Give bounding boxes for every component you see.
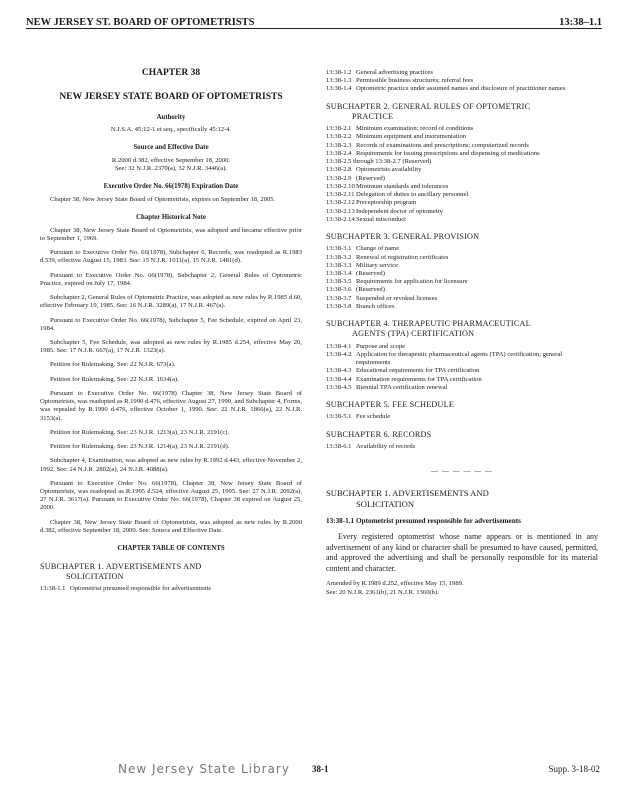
history-para: Pursuant to Executive Order No. 66(1978), Chapter 38, New Jersey State Board of Optometrists, was readopted as R.1995 d.524, effective August 25, 1995. See: 27 N.J.R. 2092(a), 27 N.J.R. 3617(a). Pursuant to Executive Order No. 66(1978), Chapter 38 expired on August 25, 2000.	[40, 479, 302, 512]
toc-entry-title: Renewal of registration certificates	[356, 253, 449, 261]
toc-entry[interactable]	[326, 262, 598, 270]
toc-entry[interactable]	[326, 191, 598, 199]
toc-entry-number: 13:38-5.1	[326, 413, 352, 421]
subchapter-heading	[326, 488, 598, 509]
toc-entry-number: 13:38-3.6	[326, 286, 352, 294]
subchapter-title-line: SUBCHAPTER 4. THERAPEUTIC PHARMACEUTICAL	[326, 319, 531, 329]
toc-entry-number: 13:38-4.5	[326, 383, 352, 391]
toc-entry-number: 13:38-1.4	[326, 85, 352, 93]
toc-entry-number: 13:38-4.1	[326, 342, 352, 350]
toc-entry[interactable]	[326, 303, 598, 311]
authority-text: N.J.S.A. 45:12-1 et seq., specifically 45:12-4.	[110, 126, 232, 134]
toc-entry[interactable]	[326, 125, 598, 133]
exec-order-heading: Executive Order No. 66(1978) Expiration Date	[103, 183, 239, 191]
exec-order-text: Chapter 38, New Jersey State Board of Optometrists, expires on September 18, 2005.	[50, 195, 276, 203]
subchapter-title-line: SUBCHAPTER 1. ADVERTISEMENTS AND	[40, 561, 202, 571]
toc-subchapter-title	[40, 562, 302, 583]
toc-entry-number: 13:38-2.8	[326, 166, 352, 174]
toc-entry-number: 13:38-2.14	[326, 215, 355, 223]
toc-entry-title: (Reserved)	[356, 174, 385, 182]
toc-subchapter-title	[326, 102, 598, 123]
toc-entry-number: 13:38-3.3	[326, 261, 352, 269]
toc-reserved-range: 13:38-2.5 through 13:38-2.7 (Reserved)	[326, 158, 432, 166]
toc-entry-title: Records of examinations and prescriptions; computerized records	[356, 141, 529, 149]
toc-entry-number: 13:38-4.3	[326, 367, 352, 375]
chapter-title: NEW JERSEY STATE BOARD OF OPTOMETRISTS	[59, 91, 283, 102]
running-header	[26, 10, 602, 28]
toc-entry-number: 13:38-3.1	[326, 245, 352, 253]
toc-entry-number: 13:38-1.2	[326, 69, 352, 76]
toc-entry-number: 13:38-2.10	[326, 182, 355, 190]
toc-entry-title: (Reserved)	[356, 286, 385, 294]
section-body: Every registered optometrist whose name appears or is mentioned in any advertisement of any kind or character shall be presumed to have caused, permitted, and approved the advertising and shall be personally responsible for its material content and character.	[326, 532, 598, 573]
history-para: Pursuant to Executive Order No. 66(1978) Chapter 38, New Jersey State Board of Optometrists, was readopted as R.1990 d.476, effective August 27, 1990, and Subchapter 4, Forms, was repealed by R.1990 d.476, effective October 1, 1990. See: 22 N.J.R. 1866(a), 22 N.J.R. 3153(a).	[40, 389, 302, 422]
toc-entry-title: Optometrists availability	[356, 166, 422, 174]
toc-entry-title: Minimum standards and tolerances	[356, 182, 449, 190]
history-para: Petition for Rulemaking. See: 23 N.J.R. 1214(a), 23 N.J.R. 2191(d).	[50, 443, 230, 451]
subchapter-title-line: SOLICITATION	[66, 571, 124, 581]
library-watermark: New Jersey State Library	[118, 762, 290, 776]
toc-entry-number: 13:38-2.11	[326, 191, 355, 199]
toc-entry-title: Minimum examination; record of conditions	[356, 125, 474, 133]
toc-entry-title: Preceptorship program	[356, 199, 417, 207]
toc-entry[interactable]	[326, 183, 598, 191]
toc-entry-number: 13:38-4.4	[326, 375, 352, 383]
toc-entry-title: Branch offices	[356, 302, 395, 310]
history-para: Petition for Rulemaking. See: 22 N.J.R. 1634(a).	[50, 375, 179, 383]
history-para: Pursuant to Executive Order No. 66(1978), Subchapter 5, Fee Schedule, expired on April 23, 1984.	[40, 316, 302, 332]
subchapter-title-line: SUBCHAPTER 2. GENERAL RULES OF OPTOMETRIC	[326, 101, 531, 111]
toc-entry-number: 13:38-2.1	[326, 125, 352, 133]
toc-entry-title: Military service	[356, 261, 398, 269]
history-para: Pursuant to Executive Order No. 66(1978), Subchapter 2, General Rules of Optometric Practice, expired on July 17, 1984.	[40, 271, 302, 287]
toc-entry[interactable]	[326, 142, 598, 150]
section-number: 13:38-1.1	[326, 517, 355, 526]
toc-entry[interactable]	[326, 150, 598, 158]
header-rule	[26, 28, 602, 29]
subchapter-heading-line: SOLICITATION	[356, 498, 415, 509]
toc-list	[326, 413, 598, 421]
toc-entry[interactable]	[326, 295, 598, 303]
section-title: Optometrist presumed responsible for advertisements	[356, 517, 521, 526]
toc-entry-title: Optometric practice under assumed names and disclosure of practitioner names	[356, 85, 566, 93]
toc-entry[interactable]	[326, 133, 598, 141]
toc-entry[interactable]	[326, 376, 598, 384]
right-column	[326, 69, 598, 597]
toc-entry-number: 13:38-2.13	[326, 207, 355, 215]
toc-entry[interactable]	[326, 77, 598, 85]
chapter-number: CHAPTER 38	[141, 68, 201, 78]
subchapter-title-line: PRACTICE	[352, 111, 394, 121]
authority-heading: Authority	[156, 113, 186, 121]
toc-entry-number: 13:38-2.2	[326, 133, 352, 141]
amendment-note: Amended by R.1989 d.252, effective May 15, 1989.	[326, 580, 464, 588]
toc-entry[interactable]	[326, 367, 598, 375]
subchapter-title-line: AGENTS (TPA) CERTIFICATION	[352, 329, 475, 339]
toc-entry-title: Independent doctor of optometry	[356, 207, 443, 215]
toc-entry-number: 13:38-3.8	[326, 302, 352, 310]
toc-entry-title: Biennial TPA certification renewal	[356, 383, 448, 391]
toc-entry[interactable]	[326, 69, 598, 77]
toc-entry-number: 13:38-2.3	[326, 141, 352, 149]
history-para: Subchapter 5, Fee Schedule, was adopted as new rules by R.1985 d.254, effective May 20, 1985. See: 17 N.J.R. 667(a), 17 N.J.R. 1323(a).	[40, 338, 302, 355]
toc-entry-number: 13:38-2.12	[326, 199, 355, 207]
toc-entry[interactable]	[326, 343, 598, 351]
toc-list	[326, 166, 598, 224]
toc-entry-title: Minimum equipment and instrumentation	[356, 133, 467, 141]
toc-entry-title: (Reserved)	[356, 269, 385, 277]
toc-entry[interactable]	[326, 351, 598, 367]
history-para: Chapter 38, New Jersey State Board of Optometrists, was adopted and became effective prior to September 1, 1969.	[40, 226, 302, 242]
toc-entry-title: Permissible business structures; referral fees	[356, 77, 474, 85]
toc-subchapter-title: SUBCHAPTER 6. RECORDS	[326, 429, 432, 439]
toc-subchapter-title: SUBCHAPTER 3. GENERAL PROVISION	[326, 232, 480, 242]
toc-entry[interactable]	[40, 585, 302, 593]
history-para: Petition for Rulemaking. See: 23 N.J.R. 1213(a), 23 N.J.R. 2191(c).	[50, 428, 230, 436]
toc-entry-number: 13:38-2.9	[326, 174, 352, 182]
toc-entry[interactable]	[326, 208, 598, 216]
history-para: Pursuant to Executive Order No. 66(1978), Subchapter 6, Records, was readopted as R.1983 d.539, effective August 15, 1983. See: 15 N.J.R. 1011(a), 15 N.J.R. 1481(d).	[40, 249, 302, 265]
toc-entry[interactable]	[326, 413, 598, 421]
left-column	[40, 62, 302, 593]
toc-entry-title: Requirements for application for licensure	[356, 278, 468, 286]
section-divider: — — — — — —	[431, 467, 493, 476]
source-heading: Source and Effective Date	[133, 144, 209, 152]
toc-entry[interactable]	[326, 254, 598, 262]
toc-entry-number: 13:38-3.7	[326, 294, 352, 302]
toc-list	[326, 245, 598, 311]
toc-entry[interactable]	[326, 166, 598, 174]
history-para: Subchapter 2, General Rules of Optometric Practice, was adopted as new rules by R.1985 d.60, effective February 19, 1985. See: 16 N.J.R. 3289(a), 17 N.J.R. 467(a).	[40, 294, 302, 310]
toc-entry[interactable]	[326, 216, 598, 224]
toc-list	[326, 125, 598, 158]
toc-entry-title: Educational requirements for TPA certification	[356, 367, 480, 375]
source-line: See: 32 N.J.R. 2370(a), 32 N.J.R. 3446(a).	[114, 165, 228, 173]
toc-entry-number: 13:38-6.1	[326, 442, 352, 450]
toc-entry-number: 13:38-3.4	[326, 269, 352, 277]
toc-entry-title: Suspended or revoked licenses	[356, 294, 438, 302]
toc-entry-number: 13:38-3.2	[326, 253, 352, 261]
toc-entry[interactable]	[326, 85, 598, 93]
toc-list	[326, 443, 598, 451]
toc-entry-title: Requirements for issuing prescriptions and dispensing of medications	[356, 149, 540, 157]
toc-entry[interactable]	[326, 245, 598, 253]
toc-entry-title: Application for therapeutic pharmaceutical agents (TPA) certification; general requirements	[356, 350, 563, 367]
toc-entry-number: 13:38-4.2	[326, 350, 352, 358]
toc-list	[326, 343, 598, 392]
toc-entry-title: Fee schedule	[356, 413, 391, 421]
toc-entry-title: Change of name	[356, 245, 400, 253]
history-para: Subchapter 4, Examination, was adopted as new rules by R.1992 d.443, effective November 2, 1992. See: 24 N.J.R. 2802(a), 24 N.J.R. 4088(a).	[40, 457, 302, 473]
toc-entry-number: 13:38-1.1	[40, 585, 66, 593]
toc-heading: CHAPTER TABLE OF CONTENTS	[117, 545, 225, 553]
toc-entry-title: Sexual misconduct	[356, 215, 406, 223]
header-section: 13:38–1.1	[559, 17, 602, 28]
toc-subchapter-title	[326, 319, 598, 340]
history-para: Chapter 38, New Jersey State Board of Optometrists, was adopted as new rules by R.2000 d.382, effective September 18, 2000. See: Source and Effective Date.	[40, 518, 302, 534]
toc-entry-title: Optometrist presumed responsible for advertisements	[70, 585, 211, 593]
toc-entry-number: 13:38-1.3	[326, 77, 352, 85]
section-heading	[326, 517, 598, 526]
subchapter-heading-line: SUBCHAPTER 1. ADVERTISEMENTS AND	[326, 487, 489, 498]
toc-subchapter-title: SUBCHAPTER 5. FEE SCHEDULE	[326, 400, 455, 410]
toc-entry-number: 13:38-2.4	[326, 149, 352, 157]
supplement-date: Supp. 3-18-02	[548, 764, 600, 774]
toc-list	[326, 69, 598, 94]
toc-entry[interactable]	[326, 443, 598, 451]
toc-entry[interactable]	[326, 384, 598, 392]
toc-entry[interactable]	[326, 175, 598, 183]
toc-entry[interactable]	[326, 270, 598, 278]
toc-entry-title: General advertising practices	[356, 69, 433, 76]
amendment-note: See: 20 N.J.R. 2361(b), 21 N.J.R. 1360(b).	[326, 588, 439, 596]
header-title: NEW JERSEY ST. BOARD OF OPTOMETRISTS	[26, 17, 255, 28]
toc-entry[interactable]	[326, 199, 598, 207]
source-line: R.2000 d.382, effective September 18, 2000.	[111, 156, 231, 164]
page-number: 38-1	[312, 764, 329, 774]
toc-entry[interactable]	[326, 286, 598, 294]
toc-entry-title: Purpose and scope	[356, 342, 406, 350]
history-para: Petition for Rulemaking. See: 22 N.J.R. 673(a).	[50, 361, 176, 369]
toc-entry-title: Availability of records	[356, 442, 416, 450]
toc-entry[interactable]	[326, 278, 598, 286]
toc-entry-title: Examination requirements for TPA certification	[356, 375, 482, 383]
toc-entry-title: Delegation of duties to ancillary personnel	[356, 191, 469, 199]
toc-entry-number: 13:38-3.5	[326, 278, 352, 286]
history-heading: Chapter Historical Note	[136, 214, 206, 222]
